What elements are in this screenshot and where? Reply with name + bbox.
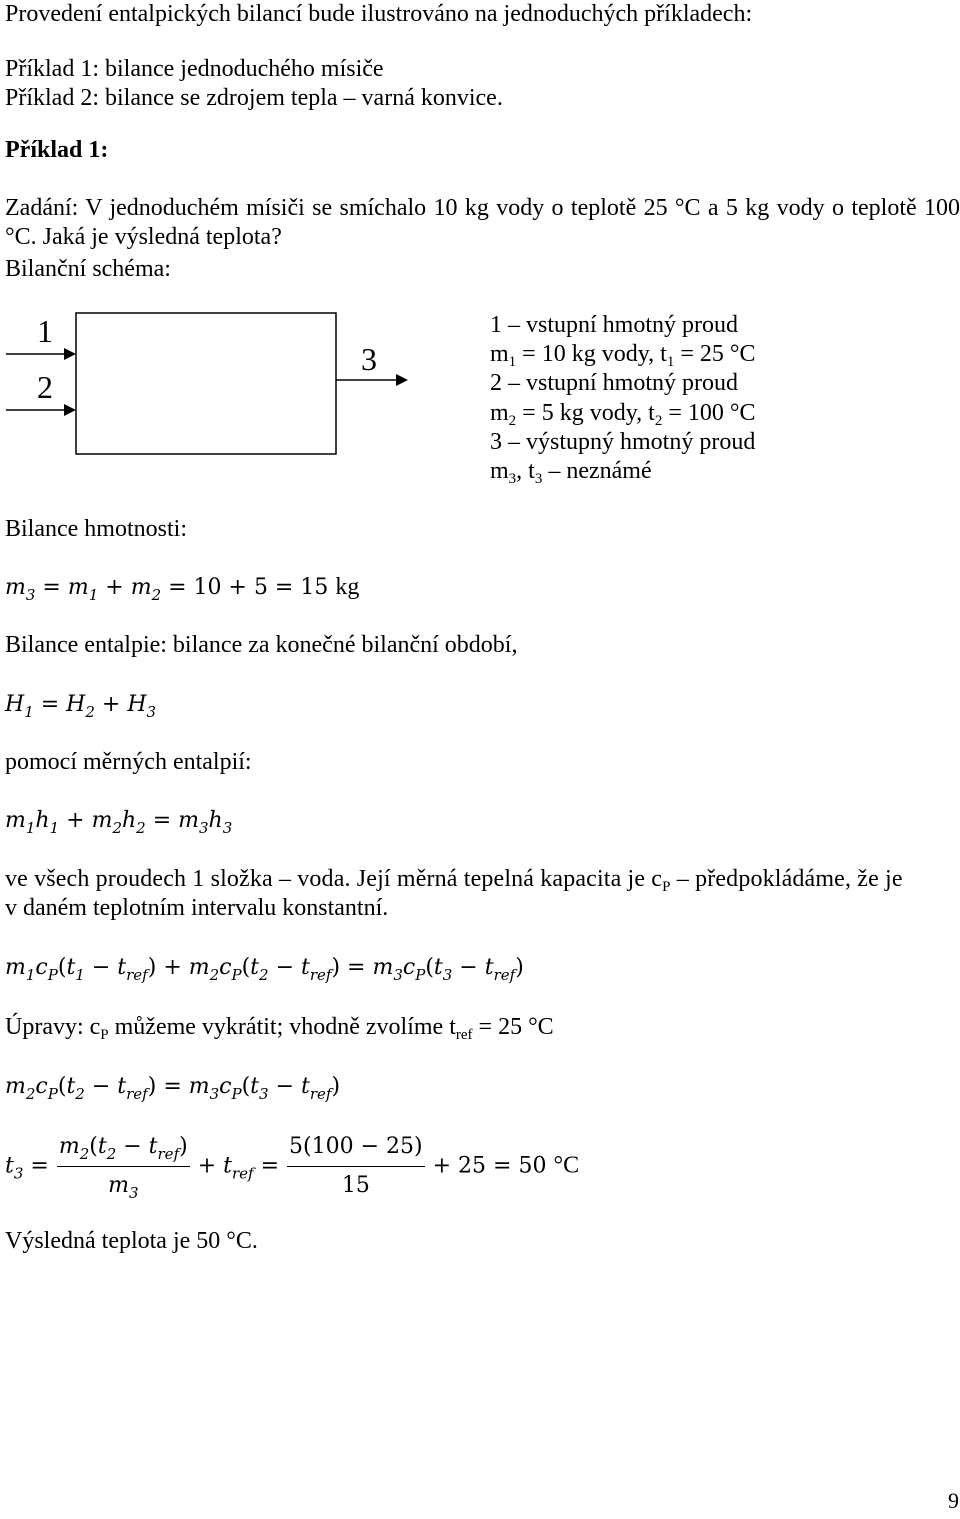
input-2-label: 2 bbox=[37, 369, 53, 405]
schema-label: Bilanční schéma: bbox=[5, 256, 171, 282]
page-number: 9 bbox=[948, 1488, 959, 1513]
note-line-2: v daném teplotním intervalu konstantní. bbox=[5, 895, 389, 921]
example-list-item-1: Příklad 1: bilance jednoduchého mísiče bbox=[5, 56, 384, 82]
input-2-arrowhead bbox=[64, 404, 76, 416]
task-text: Zadání: V jednoduchém mísiči se smíchalo 10 kg vody o teplotě 25 °C a 5 kg vody o teplotě 100 °C. Jaká je výsledná teplota? bbox=[5, 195, 960, 250]
mass-balance-label: Bilance hmotnosti: bbox=[5, 516, 187, 542]
enthalpy-balance-equation: $H_1 = H_2 + H_3$ bbox=[5, 692, 157, 721]
enthalpy-balance-label: Bilance entalpie: bilance za konečné bilanční období, bbox=[5, 632, 518, 658]
balance-diagram bbox=[0, 300, 420, 470]
final-equation: $t_3$ = $\frac{m_2(t_2 - t_{ref})}{m_3}$ + $t_{ref}$ = $\frac{5(100 - 25)}{15}$ + 25 = 50 °C bbox=[5, 1134, 580, 1202]
diagram-legend bbox=[490, 311, 950, 486]
input-1-label: 1 bbox=[37, 313, 53, 349]
heat-balance-equation: $m_1c_P(t_1 - t_{ref}) + m_2c_P(t_2 - t_{ref}) = m_3c_P(t_3 - t_{ref})$ bbox=[5, 955, 524, 984]
example-heading: Příklad 1: bbox=[5, 137, 109, 163]
intro-text: Provedení entalpických bilancí bude ilustrováno na jednoduchých příkladech: bbox=[5, 1, 753, 27]
adjustments-text: Úpravy: $c_P$ můžeme vykrátit; vhodně zvolíme $t_{ref} = 25$ °C bbox=[5, 1014, 554, 1043]
reduced-equation: $m_2c_P(t_2 - t_{ref}) = m_3c_P(t_3 - t_{ref})$ bbox=[5, 1074, 341, 1103]
specific-enthalpy-label: pomocí měrných entalpií: bbox=[5, 749, 252, 775]
fraction-symbolic: $\frac{m_2(t_2 - t_{ref})}{m_3}$ bbox=[58, 1134, 188, 1202]
note-line-1: ve všech proudech 1 složka – voda. Její měrná tepelná kapacita je $c_P$ – předpokládáme, že je bbox=[5, 866, 903, 895]
example-list-item-2: Příklad 2: bilance se zdrojem tepla – varná konvice. bbox=[5, 85, 503, 111]
legend-line-4: $m_2 = 5$ kg vody, $t_2 = 100$ °C bbox=[490, 399, 756, 429]
output-3-arrowhead bbox=[396, 374, 408, 386]
input-1-arrowhead bbox=[64, 348, 76, 360]
legend-line-1: 1 – vstupní hmotný proud bbox=[490, 312, 739, 338]
mass-balance-equation: $m_3 = m_1 + m_2 = 10 + 5 = 15$ kg bbox=[5, 574, 360, 604]
legend-line-3: 2 – vstupní hmotný proud bbox=[490, 370, 739, 397]
result-text: Výsledná teplota je 50 °C. bbox=[5, 1228, 258, 1254]
fraction-numeric: $\frac{5(100 - 25)}{15}$ bbox=[289, 1134, 423, 1198]
legend-line-6: $m_3$, $t_3$ – neznámé bbox=[490, 457, 652, 487]
legend-line-5: 3 – výstupný hmotný proud bbox=[490, 428, 756, 455]
legend-line-2: $m_1 = 10$ kg vody, $t_1 = 25$ °C bbox=[490, 341, 756, 371]
output-3-label: 3 bbox=[361, 341, 377, 377]
mixer-box bbox=[76, 313, 336, 454]
specific-enthalpy-equation: $m_1h_1 + m_2h_2 = m_3h_3$ bbox=[5, 808, 233, 837]
